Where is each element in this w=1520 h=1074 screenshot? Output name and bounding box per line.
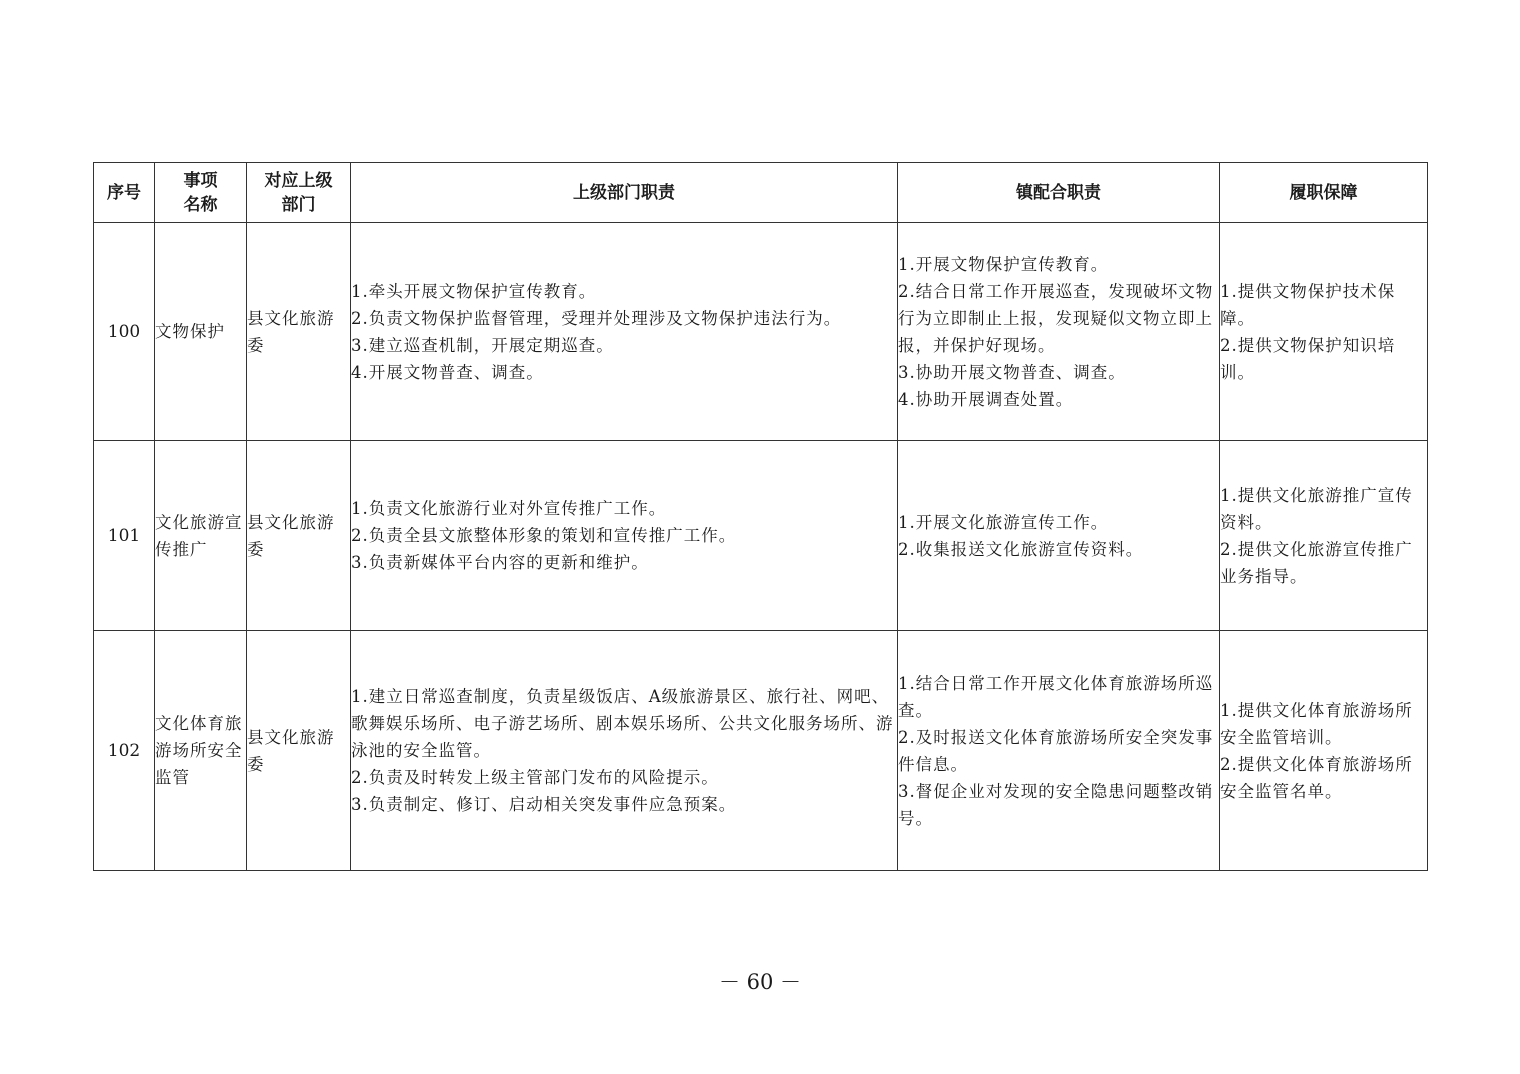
- superior-department-cell: 县文化旅游委: [247, 631, 351, 871]
- table-header: [94, 163, 1428, 223]
- guarantee-line: 1.提供文化旅游推广宣传资料。: [1220, 485, 1413, 532]
- superior-department-cell: 县文化旅游委: [247, 223, 351, 441]
- page-number: － 60 －: [718, 970, 802, 994]
- header-row: [94, 163, 1428, 223]
- header-superior-duties: 上级部门职责: [351, 163, 898, 223]
- duty-line: 1.牵头开展文物保护宣传教育。: [351, 281, 597, 301]
- guarantee-line: 1.提供文物保护技术保障。: [1220, 281, 1396, 328]
- duty-line: 3.负责制定、修订、启动相关突发事件应急预案。: [351, 795, 737, 814]
- duty-line: 3.协助开展文物普查、调查。: [898, 362, 1126, 382]
- serial-number-cell: 100: [94, 223, 155, 441]
- town-duties-cell: [898, 631, 1220, 871]
- header-superior-department: 对应上级部门: [247, 163, 351, 223]
- table-row: [94, 631, 1428, 871]
- duty-line: 1.开展文化旅游宣传工作。: [898, 512, 1109, 532]
- guarantee-line: 2.提供文物保护知识培训。: [1220, 335, 1396, 382]
- guarantee-line: 2.提供文化旅游宣传推广业务指导。: [1220, 539, 1413, 586]
- duty-line: 1.负责文化旅游行业对外宣传推广工作。: [351, 499, 667, 518]
- table-row: [94, 223, 1428, 441]
- duty-line: 2.收集报送文化旅游宣传资料。: [898, 539, 1144, 559]
- duty-line: 2.负责文物保护监督管理，受理并处理涉及文物保护违法行为。: [351, 308, 842, 328]
- duty-line: 2.负责及时转发上级主管部门发布的风险提示。: [351, 768, 719, 787]
- duty-line: 1.建立日常巡查制度，负责星级饭店、A级旅游景区、旅行社、网吧、歌舞娱乐场所、电子游艺场所、剧本娱乐场所、公共文化服务场所、游泳池的安全监管。: [351, 687, 894, 760]
- item-name-cell: 文化旅游宣传推广: [155, 441, 247, 631]
- guarantee-line: 1.提供文化体育旅游场所安全监管培训。: [1220, 700, 1413, 747]
- town-duties-cell: [898, 441, 1220, 631]
- header-guarantee: 履职保障: [1220, 163, 1428, 223]
- superior-duties-cell: [351, 631, 898, 871]
- duty-line: 2.结合日常工作开展巡查，发现破坏文物行为立即制止上报，发现疑似文物立即上报，并保护好现场。: [898, 281, 1214, 355]
- guarantee-cell: [1220, 441, 1428, 631]
- superior-department-cell: 县文化旅游委: [247, 441, 351, 631]
- header-serial-number: 序号: [94, 163, 155, 223]
- duty-table: [93, 162, 1428, 871]
- item-name-cell: 文化体育旅游场所安全监管: [155, 631, 247, 871]
- duty-line: 4.开展文物普查、调查。: [351, 362, 544, 382]
- guarantee-line: 2.提供文化体育旅游场所安全监管名单。: [1220, 754, 1413, 801]
- duty-line: 1.开展文物保护宣传教育。: [898, 254, 1109, 274]
- serial-number-cell: 102: [94, 631, 155, 871]
- guarantee-cell: [1220, 223, 1428, 441]
- duty-line: 3.建立巡查机制，开展定期巡查。: [351, 335, 614, 355]
- item-name-cell: 文物保护: [155, 223, 247, 441]
- serial-number-cell: 101: [94, 441, 155, 631]
- table-row: [94, 441, 1428, 631]
- superior-duties-cell: [351, 223, 898, 441]
- duty-line: 3.督促企业对发现的安全隐患问题整改销号。: [898, 781, 1214, 828]
- duty-line: 2.负责全县文旅整体形象的策划和宣传推广工作。: [351, 526, 737, 545]
- town-duties-cell: [898, 223, 1220, 441]
- duty-line: 2.及时报送文化体育旅游场所安全突发事件信息。: [898, 727, 1214, 774]
- duty-line: 1.结合日常工作开展文化体育旅游场所巡查。: [898, 673, 1214, 720]
- duty-line: 3.负责新媒体平台内容的更新和维护。: [351, 553, 649, 572]
- header-item-name: 事项名称: [155, 163, 247, 223]
- table-body: [94, 223, 1428, 871]
- duty-line: 4.协助开展调查处置。: [898, 389, 1074, 409]
- superior-duties-cell: [351, 441, 898, 631]
- header-town-duties: 镇配合职责: [898, 163, 1220, 223]
- guarantee-cell: [1220, 631, 1428, 871]
